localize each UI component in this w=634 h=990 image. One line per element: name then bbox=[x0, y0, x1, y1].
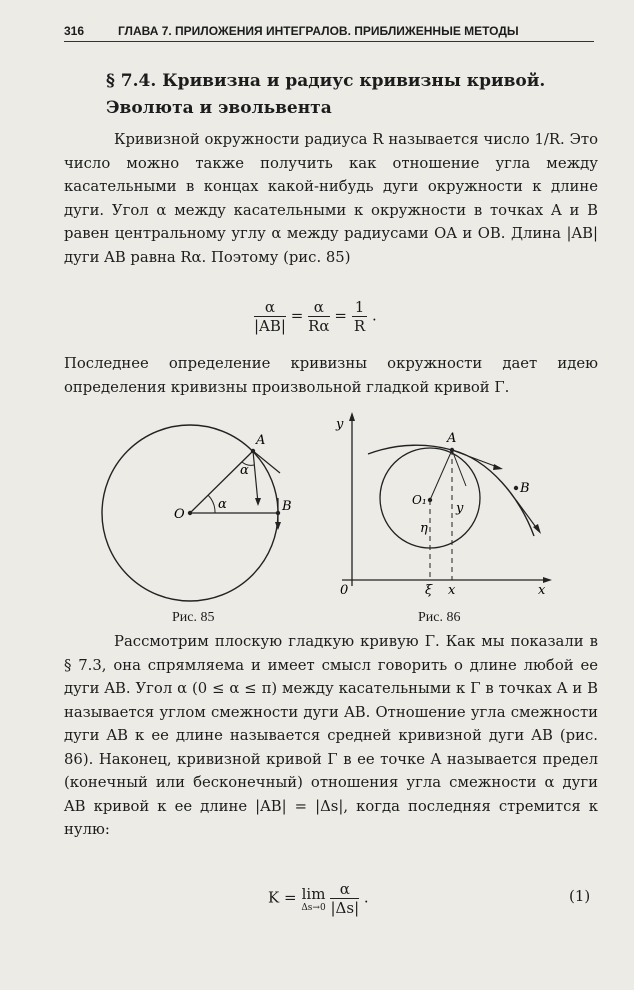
fraction-limit bbox=[330, 880, 359, 917]
limit-operator bbox=[301, 885, 325, 913]
formula-lhs: K = bbox=[268, 888, 302, 907]
fraction-3 bbox=[352, 298, 368, 335]
label-A: A bbox=[447, 431, 457, 446]
point-O bbox=[188, 511, 192, 515]
tangent-vertical bbox=[253, 451, 258, 503]
point-A bbox=[251, 449, 255, 453]
lim-text: lim bbox=[301, 884, 326, 903]
fraction-1 bbox=[254, 298, 286, 335]
fraction-limit-num: α bbox=[330, 880, 359, 899]
fraction-1-num: α bbox=[254, 298, 286, 317]
point-B bbox=[514, 486, 518, 490]
arrow-A-down bbox=[255, 498, 261, 506]
point-O1 bbox=[428, 498, 432, 502]
radius-O1-A bbox=[430, 450, 452, 500]
fraction-3-num: 1 bbox=[352, 298, 368, 317]
formula-circle-curvature bbox=[254, 298, 377, 335]
paragraph-curvature-definition: Рассмотрим плоскую гладкую кривую Γ. Как мы показали в § 7.3, она спрямляема и имеет смысл говорить о длине любой ее дуги AB. Угол α (0 ≤ α ≤ π) между касательными к Γ в точках A и B называется углом смежности дуги AB. Отношение угла смежности дуги AB к ее длине называется средней кривизной дуги AB (рис. 86). Наконец, кривизной кривой Γ в ее точке A называется предел (конечный или бесконечный) отношения угла смежности α дуги AB кривой к ее длине |AB| = |Δs|, когда последняя стремится к нулю: bbox=[64, 633, 598, 838]
tangent-arrow bbox=[493, 464, 503, 470]
paragraph-curvature-circle: Кривизной окружности радиуса R называется число 1/R. Это число можно также получить как отношение угла между касательными в концах какой-нибудь дуги окружности к длине дуги. Угол α между касательными к окружности в точках A и B равен центральному углу α между радиусами OA и OB. Длина |AB| дуги AB равна Rα. Поэтому (рис. 85) bbox=[64, 131, 598, 266]
point-B bbox=[276, 511, 280, 515]
label-A: A bbox=[256, 433, 266, 448]
label-eta: η bbox=[420, 521, 428, 536]
chapter-title: ГЛАВА 7. ПРИЛОЖЕНИЯ ИНТЕГРАЛОВ. ПРИБЛИЖЕННЫЕ МЕТОДЫ bbox=[118, 24, 519, 38]
label-x-axis: x bbox=[538, 583, 546, 598]
label-alpha-center: α bbox=[218, 497, 227, 512]
y-axis-arrow bbox=[349, 412, 355, 421]
page-number: 316 bbox=[64, 24, 85, 38]
fraction-limit-den: |Δs| bbox=[330, 899, 360, 917]
label-O: O bbox=[174, 507, 185, 522]
fraction-2 bbox=[308, 298, 329, 335]
section-title bbox=[106, 68, 606, 122]
fraction-3-den: R bbox=[353, 317, 366, 335]
label-y-coord: y bbox=[456, 501, 464, 516]
running-head bbox=[64, 24, 594, 42]
label-y-axis: y bbox=[336, 417, 344, 432]
paragraph-smooth-curve: Последнее определение кривизны окружности дает идею определения кривизны произвольной гладкой кривой Γ. bbox=[64, 355, 598, 396]
label-B: B bbox=[520, 481, 530, 496]
section-title-line1: § 7.4. Кривизна и радиус кривизны кривой. bbox=[106, 71, 546, 91]
tangent-A bbox=[452, 450, 500, 468]
formula-2-period: . bbox=[363, 888, 369, 907]
caption-fig-86: Рис. 86 bbox=[418, 610, 461, 625]
point-A bbox=[450, 448, 454, 452]
figure-85 bbox=[90, 418, 300, 608]
normal-line bbox=[452, 450, 466, 486]
figure-86 bbox=[330, 408, 560, 598]
lim-subscript: Δs→0 bbox=[301, 902, 326, 913]
formula-curvature-limit bbox=[268, 880, 369, 917]
label-O1: O₁ bbox=[412, 493, 427, 507]
label-xi: ξ bbox=[425, 583, 433, 598]
label-x-coord: x bbox=[448, 583, 456, 598]
fraction-2-num: α bbox=[308, 298, 329, 317]
equals-2: = bbox=[334, 306, 347, 325]
label-alpha-tangent: α bbox=[240, 463, 249, 478]
label-origin: 0 bbox=[340, 583, 349, 598]
fraction-2-den: Rα bbox=[308, 317, 330, 335]
tangent-B bbox=[516, 500, 538, 530]
fraction-1-den: |AB| bbox=[254, 317, 286, 335]
angle-arc-O bbox=[208, 495, 215, 513]
section-title-line2: Эволюта и эвольвента bbox=[106, 98, 332, 118]
curve-gamma bbox=[368, 445, 534, 536]
equation-number: (1) bbox=[569, 887, 591, 905]
formula-1-period: . bbox=[372, 306, 377, 325]
caption-fig-85: Рис. 85 bbox=[172, 610, 215, 625]
label-B: B bbox=[282, 499, 292, 514]
equals-1: = bbox=[290, 306, 304, 325]
